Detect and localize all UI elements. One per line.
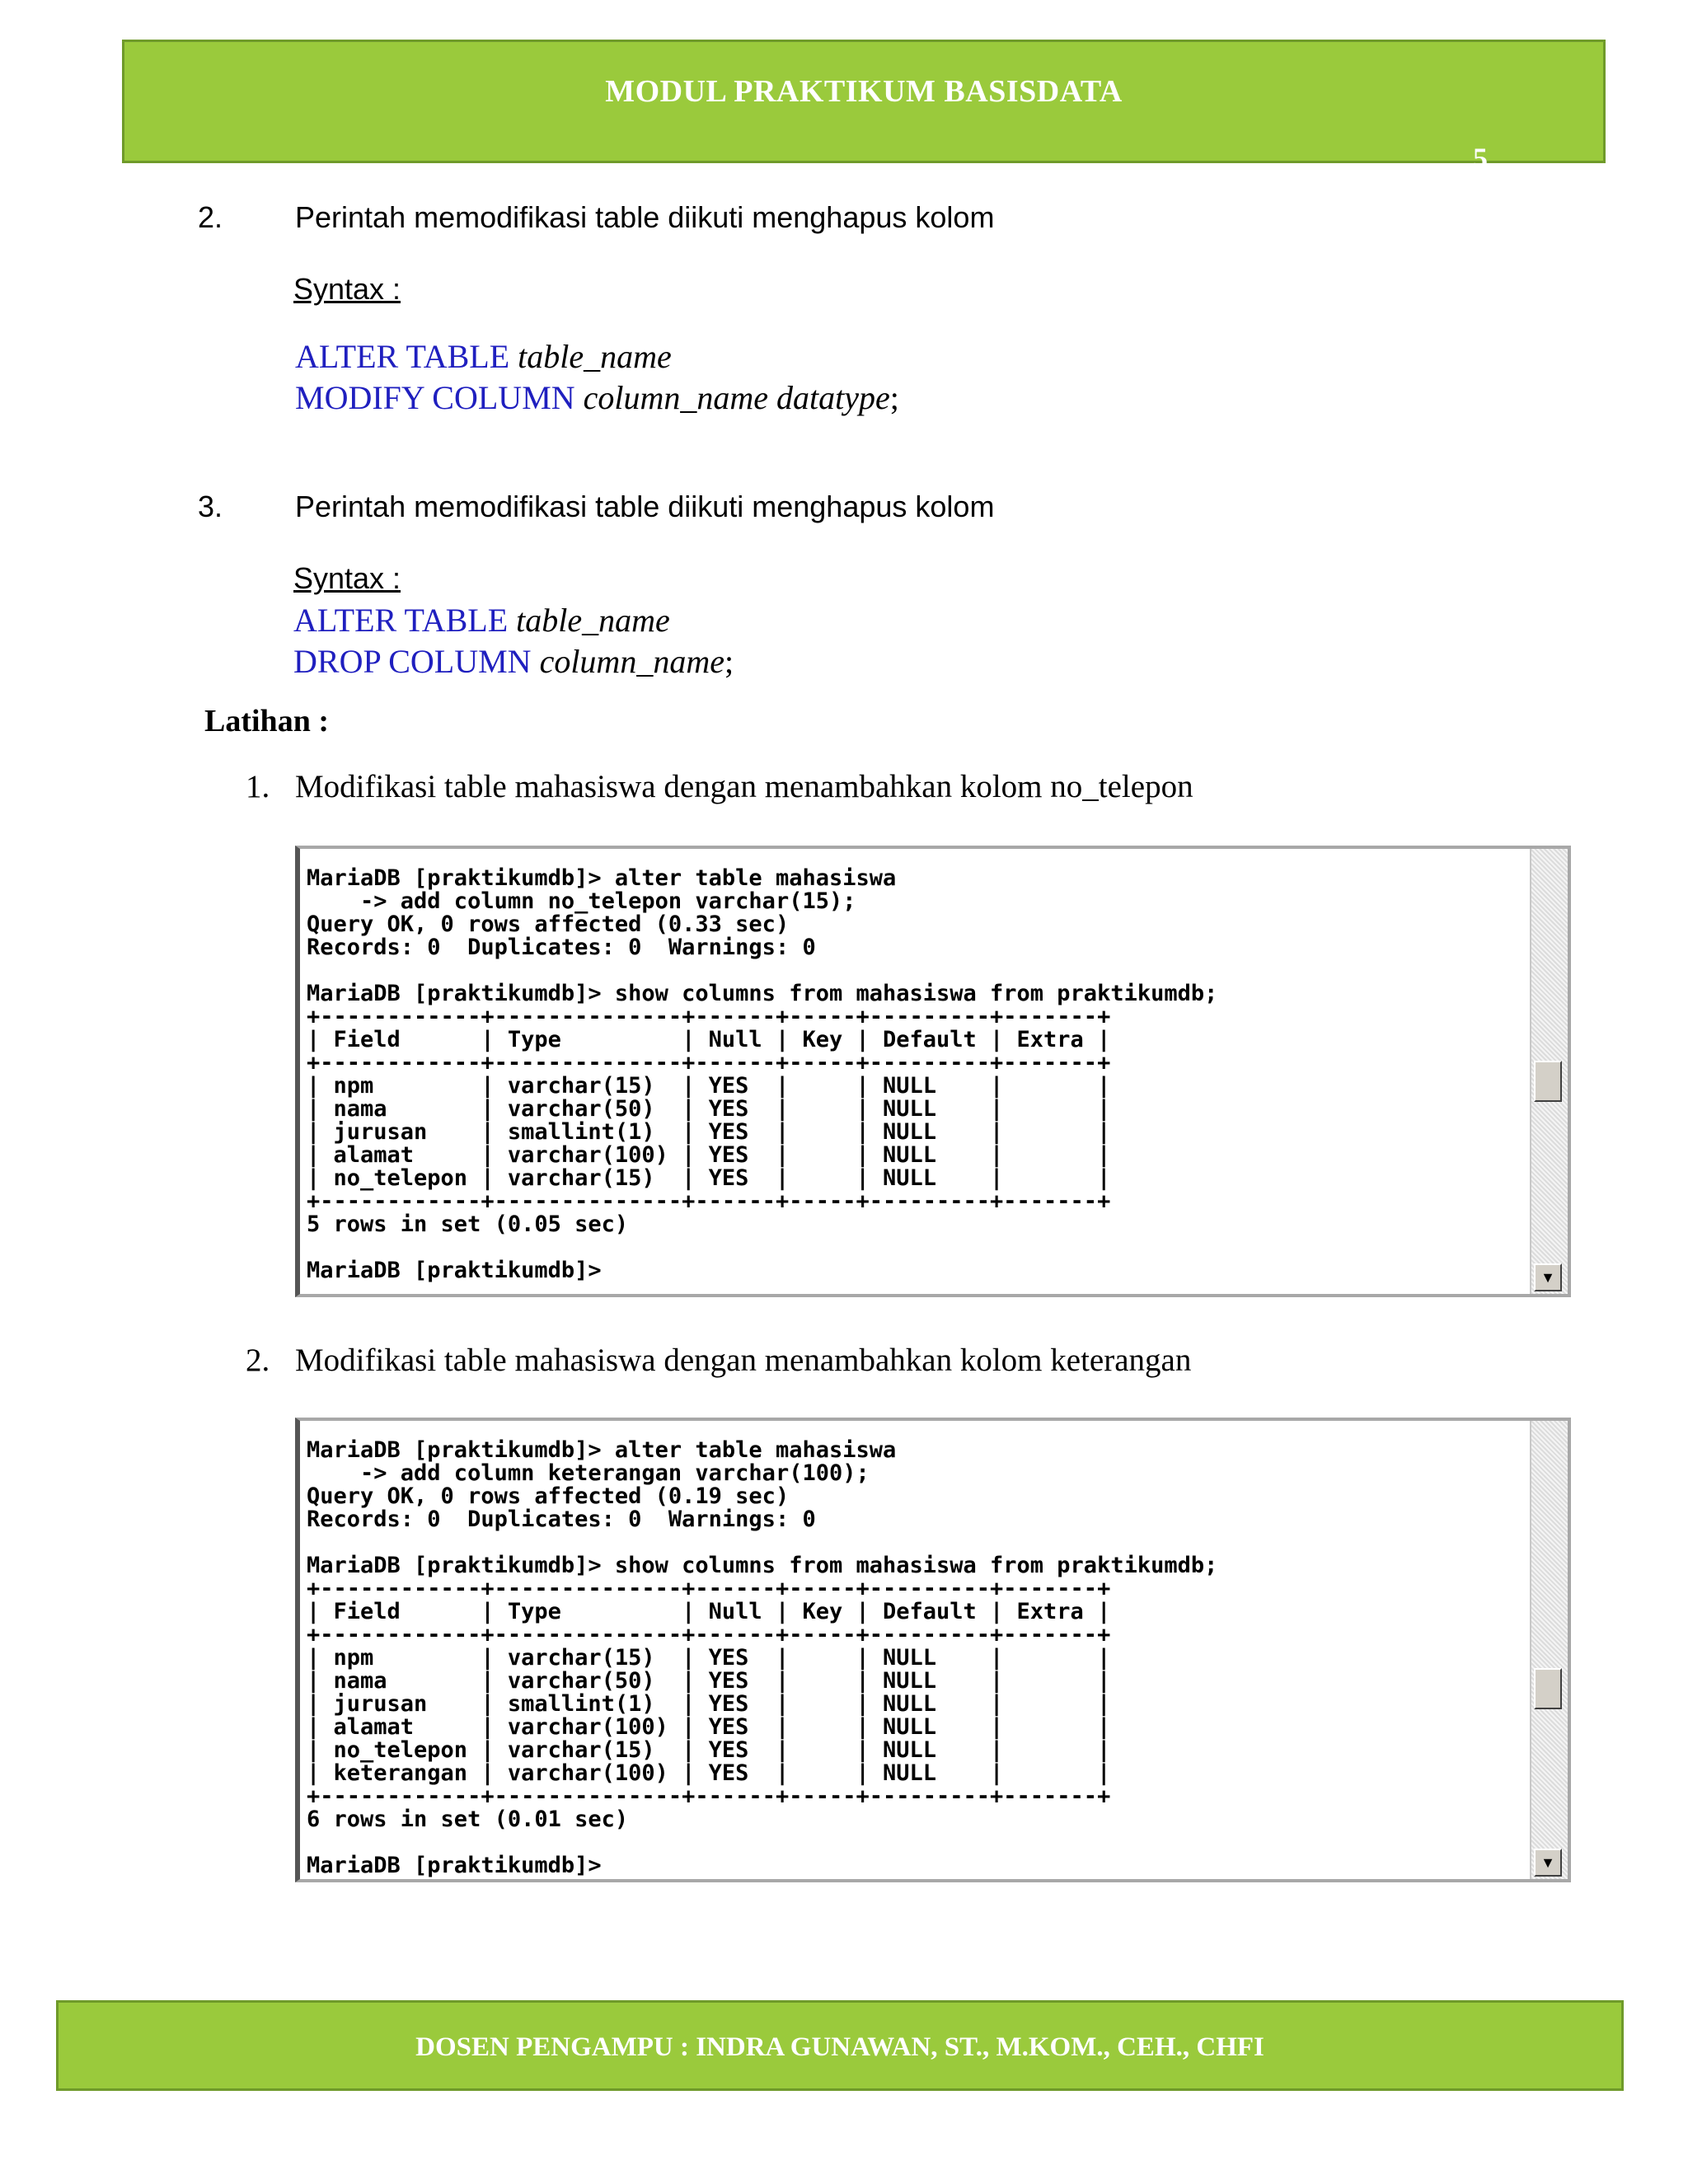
sql-terminator: ;: [724, 643, 734, 680]
console-window: [295, 846, 1571, 1297]
scroll-down-button[interactable]: [1534, 1849, 1562, 1877]
page-number: 5: [1473, 142, 1488, 175]
module-title: MODUL PRAKTIKUM BASISDATA: [605, 74, 1123, 109]
syntax-line: [293, 600, 734, 641]
step-number: 2.: [198, 200, 223, 234]
syntax-code-block: [293, 600, 734, 682]
console-window: [295, 1418, 1571, 1882]
latihan-heading: Latihan :: [204, 704, 329, 738]
exercise-number: 1.: [246, 769, 270, 804]
scrollbar-thumb[interactable]: [1534, 1061, 1562, 1102]
console-output: MariaDB [praktikumdb]> alter table mahasiswa -> add column keterangan varchar(100); Query OK, 0 rows affected (0.19 sec) Records: 0 Duplicates: 0 Warnings: 0 MariaDB [praktikumdb]> show columns from mahasiswa from praktikumdb; +------------+--------------+------+-----+---------+-------+ | Field | Type | Null | Key | Default | Extra | +------------+--------------+------+-----+---------+-------+ | npm | varchar(15) | YES | | NULL | | | nama | varchar(50) | YES | | NULL | | | jurusan | smallint(1) | YES | | NULL | | | alamat | varchar(100) | YES | | NULL | | | no_telepon | varchar(15) | YES | | NULL | | | keterangan | varchar(100) | YES | | NULL | | +------------+--------------+------+-----+---------+-------+ 6 rows in set (0.01 sec) MariaDB [praktikumdb]>: [307, 1437, 1218, 1878]
syntax-label: Syntax :: [293, 561, 401, 595]
sql-argument: table_name: [518, 338, 672, 375]
syntax-line: [295, 377, 899, 419]
syntax-line: [293, 641, 734, 682]
step-text: Perintah memodifikasi table diikuti menghapus kolom: [295, 200, 995, 234]
vertical-scrollbar[interactable]: [1530, 1421, 1568, 1879]
sql-keyword: MODIFY COLUMN: [295, 379, 575, 416]
syntax-line: [295, 336, 899, 377]
sql-keyword: ALTER TABLE: [293, 602, 509, 639]
footer-banner: [56, 2000, 1624, 2091]
vertical-scrollbar[interactable]: [1530, 849, 1568, 1294]
syntax-code-block: [295, 336, 899, 419]
syntax-label: Syntax :: [293, 272, 401, 306]
arrow-down-icon: ▼: [1540, 1854, 1555, 1871]
exercise-text: Modifikasi table mahasiswa dengan menambahkan kolom keterangan: [295, 1343, 1192, 1378]
arrow-down-icon: ▼: [1540, 1269, 1555, 1286]
scrollbar-thumb[interactable]: [1534, 1668, 1562, 1709]
lecturer-text: DOSEN PENGAMPU : INDRA GUNAWAN, ST., M.KOM., CEH., CHFI: [415, 2032, 1264, 2062]
sql-argument: column_name datatype: [583, 379, 890, 416]
header-banner: [122, 40, 1606, 175]
exercise-text: Modifikasi table mahasiswa dengan menambahkan kolom no_telepon: [295, 769, 1193, 804]
sql-keyword: ALTER TABLE: [295, 338, 510, 375]
sql-argument: table_name: [516, 602, 670, 639]
exercise-number: 2.: [246, 1343, 270, 1378]
sql-keyword: DROP COLUMN: [293, 643, 532, 680]
scroll-down-button[interactable]: [1534, 1263, 1562, 1291]
sql-argument: column_name: [539, 643, 724, 680]
sql-terminator: ;: [889, 379, 899, 416]
step-text: Perintah memodifikasi table diikuti menghapus kolom: [295, 490, 995, 523]
console-output: MariaDB [praktikumdb]> alter table mahasiswa -> add column no_telepon varchar(15); Query OK, 0 rows affected (0.33 sec) Records: 0 Duplicates: 0 Warnings: 0 MariaDB [praktikumdb]> show columns from mahasiswa from praktikumdb; +------------+--------------+------+-----+---------+-------+ | Field | Type | Null | Key | Default | Extra | +------------+--------------+------+-----+---------+-------+ | npm | varchar(15) | YES | | NULL | | | nama | varchar(50) | YES | | NULL | | | jurusan | smallint(1) | YES | | NULL | | | alamat | varchar(100) | YES | | NULL | | | no_telepon | varchar(15) | YES | | NULL | | +------------+--------------+------+-----+---------+-------+ 5 rows in set (0.05 sec) MariaDB [praktikumdb]>: [307, 865, 1218, 1283]
step-number: 3.: [198, 490, 223, 523]
